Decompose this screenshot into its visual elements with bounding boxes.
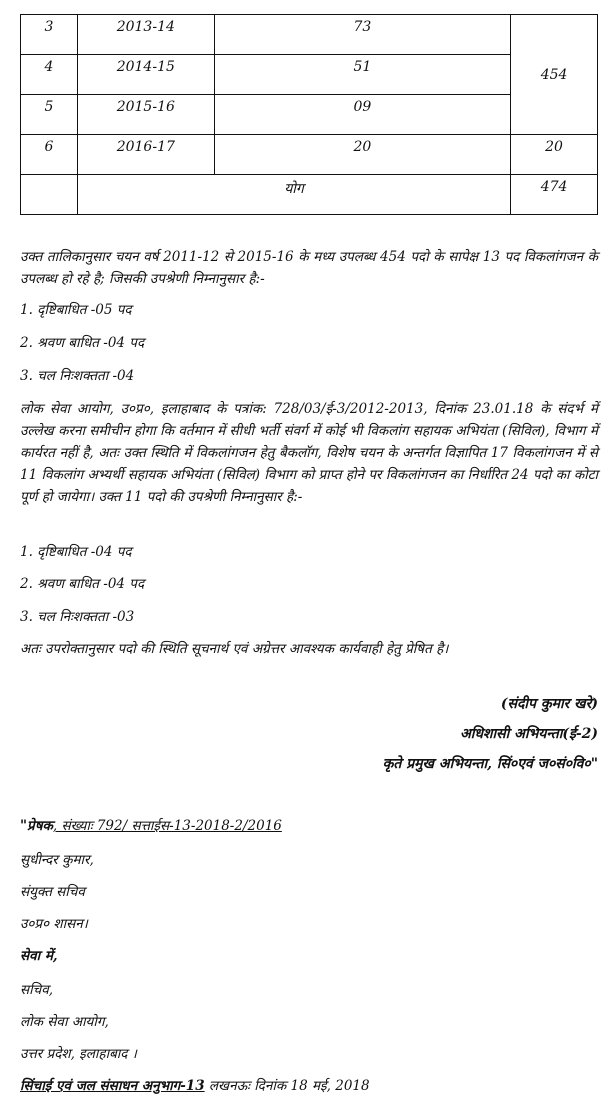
- serial-cell: 4: [21, 55, 78, 95]
- sender-line: संयुक्त सचिव: [20, 884, 85, 900]
- list-item: 3. चल निःशक्तता -04: [20, 368, 135, 384]
- year-cell: 2013-14: [77, 15, 214, 55]
- posts-cell: 09: [214, 95, 510, 135]
- section-name: सिंचाई एवं जल संसाधन अनुभाग-13: [20, 1078, 205, 1094]
- sender-line: सुधीन्दर कुमार,: [20, 852, 94, 868]
- serial-cell: 5: [21, 95, 78, 135]
- signatory-designation: अधिशासी अभियन्ता(ई-2): [460, 726, 598, 742]
- sender-reference-line: [20, 816, 282, 834]
- posts-cell: 73: [214, 15, 510, 55]
- year-cell: 2016-17: [77, 135, 214, 175]
- total-value-cell: 474: [511, 175, 598, 215]
- paragraph-summary: उक्त तालिकानुसार चयन वर्ष 2011-12 से 2015-16 के मध्य उपलब्ध 454 पदो के सापेक्ष 13 पद विकलांगजन के उपलब्ध हो रहे है; जिसकी उपश्रेणी निम्नानुसार है:-: [20, 249, 598, 287]
- year-cell: 2014-15: [77, 55, 214, 95]
- year-cell: 2015-16: [77, 95, 214, 135]
- posts-cell: 20: [214, 135, 510, 175]
- paragraph-commission-reference: लोक सेवा आयोग, उ०प्र०, इलाहाबाद के पत्रांक: 728/03/ई-3/2012-2013, दिनांक 23.01.18 के संदर्भ में उल्लेख करना समीचीन होगा कि वर्तमान में सीधी भर्ती संवर्ग में कोई भी विकलांग सहायक अभियंता (सिविल), विभाग में कार्यरत नहीं है, अतः उक्त स्थिति में विकलांगजन हेतु बैकलॉग, विशेष चयन के अन्तर्गत विज्ञापित 17 विकलांगजन में से 11 विकलांग अभ्यर्थी सहायक अभियंता (सिविल) विभाग को प्राप्त होने पर विकलांगजन का निर्धारित 24 पदो का कोटा पूर्ण हो जायेगा। उक्त 11 पदो की उपश्रेणी निम्नानुसार है:-: [20, 401, 598, 505]
- serial-cell: 3: [21, 15, 78, 55]
- list-item: 3. चल निःशक्तता -03: [20, 609, 135, 625]
- list-item: 1. दृष्टिबाधित -05 पद: [20, 302, 132, 318]
- sender-label: "प्रेषक: [20, 818, 53, 834]
- paragraph-conclusion: अतः उपरोक्तानुसार पदो की स्थिति सूचनार्थ एवं अग्रेत्तर आवश्यक कार्यवाही हेतु प्रेषित है।: [20, 641, 449, 657]
- subtotal-cell: 20: [511, 135, 598, 175]
- signatory-name: (संदीप कुमार खरे): [500, 696, 598, 712]
- total-label-cell: योग: [77, 175, 510, 215]
- merged-subtotal-cell: 454: [511, 15, 598, 135]
- table-row: [21, 15, 598, 55]
- list-item: 2. श्रवण बाधित -04 पद: [20, 576, 145, 592]
- recipient-line: लोक सेवा आयोग,: [20, 1014, 109, 1030]
- list-item: 1. दृष्टिबाधित -04 पद: [20, 544, 132, 560]
- posts-cell: 51: [214, 55, 510, 95]
- table-row: [21, 135, 598, 175]
- sender-line: उ०प्र० शासन।: [20, 916, 88, 932]
- serial-cell: 6: [21, 135, 78, 175]
- place-date: लखनऊः दिनांक 18 मई, 2018: [204, 1078, 370, 1094]
- reference-number: , संख्याः 792/ सत्ताईस-13-2018-2/2016: [52, 818, 282, 834]
- section-date-line: [20, 1076, 370, 1094]
- total-row: [21, 175, 598, 215]
- signatory-office: कृते प्रमुख अभियन्ता, सिं०एवं ज०सं०वि०": [382, 756, 598, 772]
- recipient-label: सेवा में,: [20, 948, 58, 964]
- recipient-line: उत्तर प्रदेश, इलाहाबाद ।: [20, 1046, 137, 1062]
- vacancy-table: [20, 14, 598, 215]
- empty-cell: [21, 175, 78, 215]
- list-item: 2. श्रवण बाधित -04 पद: [20, 335, 145, 351]
- recipient-line: सचिव,: [20, 982, 53, 998]
